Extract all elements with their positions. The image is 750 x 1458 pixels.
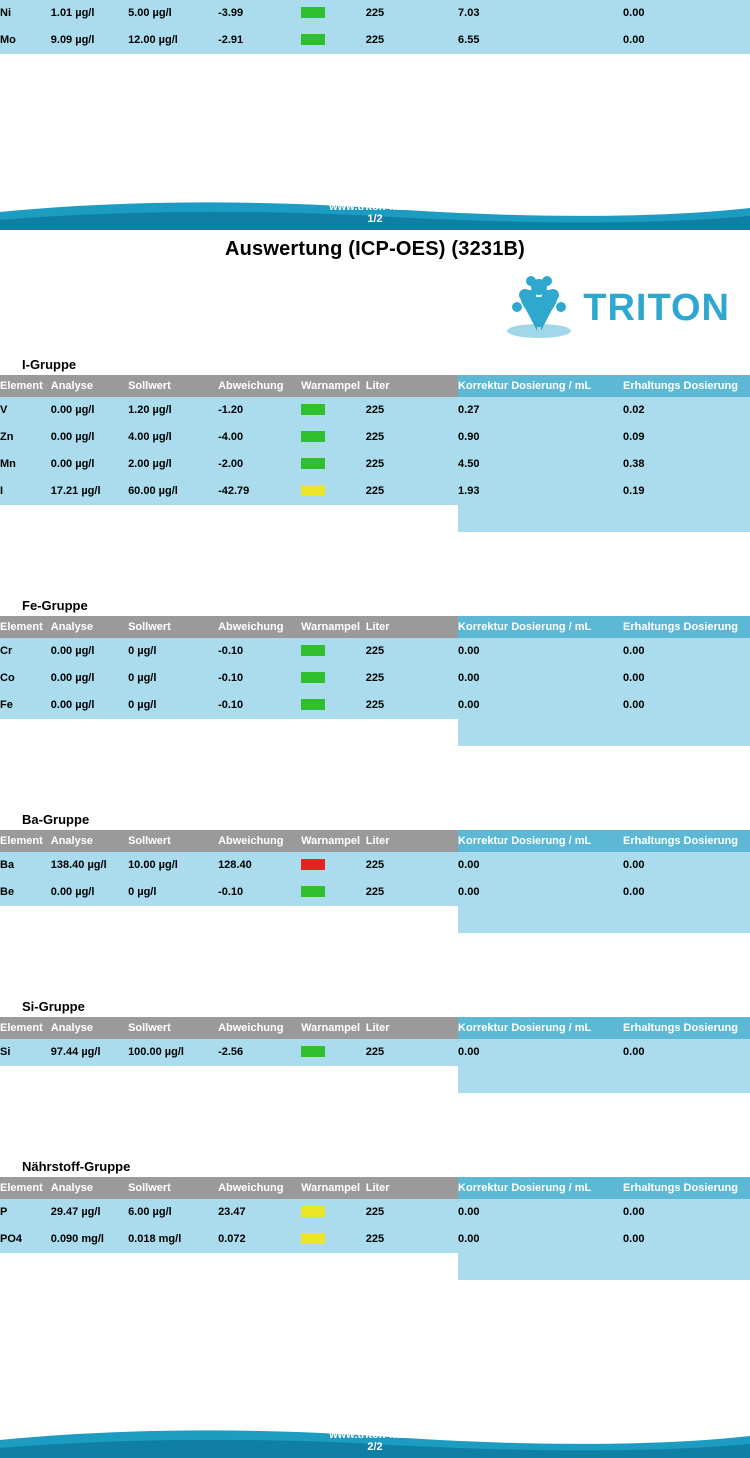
table-row bbox=[0, 1226, 750, 1253]
cell-empty bbox=[0, 1066, 51, 1093]
cell-korrektur: 0.00 bbox=[458, 1039, 623, 1066]
column-header-sollwert: Sollwert bbox=[128, 1017, 218, 1039]
page2-whitespace bbox=[0, 1346, 750, 1426]
column-header-lamp: Warnampel bbox=[301, 616, 366, 638]
cell-empty bbox=[0, 719, 51, 746]
page-1 bbox=[0, 0, 750, 225]
column-header-liter: Liter bbox=[366, 616, 458, 638]
warning-lamp-green-icon bbox=[301, 699, 325, 710]
warnampel-cell bbox=[301, 1199, 366, 1226]
group-title: Nährstoff-Gruppe bbox=[22, 1159, 131, 1174]
cell-abweichung: -42.79 bbox=[218, 478, 301, 505]
table-row bbox=[0, 397, 750, 424]
cell-sollwert: 10.00 µg/l bbox=[128, 852, 218, 879]
column-header-abweichung: Abweichung bbox=[218, 830, 301, 852]
cell-erhaltung: 0.09 bbox=[623, 424, 750, 451]
cell-liter: 225 bbox=[366, 397, 458, 424]
cell-analyse: 138.40 µg/l bbox=[51, 852, 128, 879]
cell-erhaltung: 0.19 bbox=[623, 478, 750, 505]
warning-lamp-green-icon bbox=[301, 645, 325, 656]
group-block bbox=[0, 598, 750, 812]
cell-empty bbox=[366, 1253, 458, 1280]
cell-abweichung: -0.10 bbox=[218, 665, 301, 692]
cell-sollwert: 100.00 µg/l bbox=[128, 1039, 218, 1066]
cell-empty bbox=[0, 505, 51, 532]
cell-element: Mo bbox=[0, 27, 51, 54]
table-row bbox=[0, 879, 750, 906]
cell-sollwert: 0 µg/l bbox=[128, 665, 218, 692]
group-block bbox=[0, 357, 750, 598]
warnampel-cell bbox=[301, 852, 366, 879]
cell-liter: 225 bbox=[366, 451, 458, 478]
cell-abweichung: -4.00 bbox=[218, 424, 301, 451]
warnampel-cell bbox=[301, 1039, 366, 1066]
table-row bbox=[0, 638, 750, 665]
warning-lamp-green-icon bbox=[301, 1046, 325, 1057]
table-row bbox=[0, 27, 750, 54]
column-header-korrektur: Korrektur Dosierung / mL bbox=[458, 1177, 623, 1199]
cell-liter: 225 bbox=[366, 0, 458, 27]
cell-abweichung: -0.10 bbox=[218, 879, 301, 906]
cell-erhaltung: 0.00 bbox=[623, 1039, 750, 1066]
cell-liter: 225 bbox=[366, 1199, 458, 1226]
cell-korrektur: 0.00 bbox=[458, 1199, 623, 1226]
cell-liter: 225 bbox=[366, 692, 458, 719]
group-block bbox=[0, 1159, 750, 1346]
cell-analyse: 17.21 µg/l bbox=[51, 478, 128, 505]
column-header-element: Element bbox=[0, 1017, 51, 1039]
cell-abweichung: 128.40 bbox=[218, 852, 301, 879]
warning-lamp-yellow-icon bbox=[301, 485, 325, 496]
group-spacer bbox=[0, 1280, 750, 1346]
warnampel-cell bbox=[301, 424, 366, 451]
cell-sollwert: 12.00 µg/l bbox=[128, 27, 218, 54]
cell-empty bbox=[128, 1066, 218, 1093]
cell-element: Co bbox=[0, 665, 51, 692]
column-header-lamp: Warnampel bbox=[301, 375, 366, 397]
cell-element: Zn bbox=[0, 424, 51, 451]
cell-sollwert: 6.00 µg/l bbox=[128, 1199, 218, 1226]
cell-analyse: 0.00 µg/l bbox=[51, 424, 128, 451]
column-header-korrektur: Korrektur Dosierung / mL bbox=[458, 830, 623, 852]
cell-empty bbox=[458, 906, 623, 933]
cell-empty bbox=[218, 505, 301, 532]
cell-analyse: 1.01 µg/l bbox=[51, 0, 128, 27]
page-2 bbox=[0, 198, 750, 1453]
warning-lamp-green-icon bbox=[301, 672, 325, 683]
cell-sollwert: 60.00 µg/l bbox=[128, 478, 218, 505]
cell-liter: 225 bbox=[366, 478, 458, 505]
cell-korrektur: 0.00 bbox=[458, 852, 623, 879]
cell-empty bbox=[623, 505, 750, 532]
cell-empty bbox=[301, 1253, 366, 1280]
column-header-erhaltung: Erhaltungs Dosierung bbox=[623, 616, 750, 638]
warnampel-cell bbox=[301, 879, 366, 906]
cell-sollwert: 0 µg/l bbox=[128, 879, 218, 906]
cell-element: V bbox=[0, 397, 51, 424]
results-table bbox=[0, 0, 750, 54]
footer-info-1 bbox=[0, 201, 750, 225]
cell-korrektur: 6.55 bbox=[458, 27, 623, 54]
cell-sollwert: 1.20 µg/l bbox=[128, 397, 218, 424]
cell-erhaltung: 0.00 bbox=[623, 665, 750, 692]
cell-empty bbox=[301, 505, 366, 532]
group-title: Si-Gruppe bbox=[22, 999, 85, 1014]
cell-abweichung: -0.10 bbox=[218, 638, 301, 665]
cell-sollwert: 0.018 mg/l bbox=[128, 1226, 218, 1253]
page-title: Auswertung (ICP-OES) (3231B) bbox=[224, 238, 526, 260]
table-row bbox=[0, 478, 750, 505]
cell-empty bbox=[218, 719, 301, 746]
triton-logo bbox=[501, 275, 730, 341]
table-body bbox=[0, 1177, 750, 1280]
column-header-element: Element bbox=[0, 1177, 51, 1199]
column-header-analyse: Analyse bbox=[51, 830, 128, 852]
table-body bbox=[0, 375, 750, 532]
cell-empty bbox=[0, 906, 51, 933]
cell-analyse: 0.090 mg/l bbox=[51, 1226, 128, 1253]
cell-element: Si bbox=[0, 1039, 51, 1066]
cell-empty bbox=[366, 1066, 458, 1093]
group-list bbox=[0, 357, 750, 1346]
column-header-korrektur: Korrektur Dosierung / mL bbox=[458, 1017, 623, 1039]
cell-analyse: 9.09 µg/l bbox=[51, 27, 128, 54]
table-row-spacer bbox=[0, 1066, 750, 1093]
cell-analyse: 0.00 µg/l bbox=[51, 692, 128, 719]
cell-analyse: 0.00 µg/l bbox=[51, 665, 128, 692]
warning-lamp-green-icon bbox=[301, 886, 325, 897]
cell-empty bbox=[623, 719, 750, 746]
warning-lamp-yellow-icon bbox=[301, 1206, 325, 1217]
warning-lamp-green-icon bbox=[301, 404, 325, 415]
warnampel-cell bbox=[301, 0, 366, 27]
warnampel-cell bbox=[301, 665, 366, 692]
cell-korrektur: 4.50 bbox=[458, 451, 623, 478]
footer-url: www.triton-lab.de bbox=[329, 1429, 421, 1441]
warnampel-cell bbox=[301, 478, 366, 505]
table-body-page1 bbox=[0, 0, 750, 54]
cell-empty bbox=[458, 505, 623, 532]
results-table bbox=[0, 375, 750, 532]
cell-abweichung: -2.56 bbox=[218, 1039, 301, 1066]
cell-korrektur: 0.90 bbox=[458, 424, 623, 451]
logo-row bbox=[0, 261, 750, 357]
cell-empty bbox=[51, 1253, 128, 1280]
table-row bbox=[0, 665, 750, 692]
cell-empty bbox=[128, 906, 218, 933]
column-header-analyse: Analyse bbox=[51, 1017, 128, 1039]
column-header-abweichung: Abweichung bbox=[218, 1017, 301, 1039]
cell-erhaltung: 0.00 bbox=[623, 1226, 750, 1253]
cell-element: PO4 bbox=[0, 1226, 51, 1253]
table-row bbox=[0, 692, 750, 719]
cell-empty bbox=[128, 505, 218, 532]
warning-lamp-green-icon bbox=[301, 431, 325, 442]
table-row-spacer bbox=[0, 505, 750, 532]
warning-lamp-green-icon bbox=[301, 34, 325, 45]
cell-sollwert: 0 µg/l bbox=[128, 638, 218, 665]
cell-korrektur: 0.00 bbox=[458, 665, 623, 692]
cell-empty bbox=[128, 1253, 218, 1280]
cell-korrektur: 7.03 bbox=[458, 0, 623, 27]
cell-liter: 225 bbox=[366, 879, 458, 906]
warning-lamp-yellow-icon bbox=[301, 1233, 325, 1244]
table-row-spacer bbox=[0, 719, 750, 746]
column-header-sollwert: Sollwert bbox=[128, 616, 218, 638]
cell-analyse: 0.00 µg/l bbox=[51, 638, 128, 665]
cell-abweichung: 0.072 bbox=[218, 1226, 301, 1253]
table-header-row bbox=[0, 1017, 750, 1039]
column-header-liter: Liter bbox=[366, 1017, 458, 1039]
results-table bbox=[0, 616, 750, 746]
cell-empty bbox=[218, 906, 301, 933]
cell-element: Ba bbox=[0, 852, 51, 879]
cell-erhaltung: 0.38 bbox=[623, 451, 750, 478]
cell-empty bbox=[51, 505, 128, 532]
group-title: Fe-Gruppe bbox=[22, 598, 88, 613]
cell-erhaltung: 0.00 bbox=[623, 27, 750, 54]
footer-page-number: 1/2 bbox=[367, 213, 383, 225]
table-header-row bbox=[0, 616, 750, 638]
cell-erhaltung: 0.02 bbox=[623, 397, 750, 424]
cell-empty bbox=[51, 1066, 128, 1093]
cell-empty bbox=[458, 1066, 623, 1093]
warnampel-cell bbox=[301, 27, 366, 54]
cell-analyse: 29.47 µg/l bbox=[51, 1199, 128, 1226]
cell-korrektur: 1.93 bbox=[458, 478, 623, 505]
warning-lamp-red-icon bbox=[301, 859, 325, 870]
cell-korrektur: 0.00 bbox=[458, 879, 623, 906]
column-header-lamp: Warnampel bbox=[301, 830, 366, 852]
cell-korrektur: 0.00 bbox=[458, 692, 623, 719]
table-row bbox=[0, 1199, 750, 1226]
cell-liter: 225 bbox=[366, 1039, 458, 1066]
cell-element: Cr bbox=[0, 638, 51, 665]
cell-erhaltung: 0.00 bbox=[623, 879, 750, 906]
cell-empty bbox=[366, 719, 458, 746]
cell-analyse: 0.00 µg/l bbox=[51, 879, 128, 906]
group-block bbox=[0, 999, 750, 1159]
results-table bbox=[0, 1177, 750, 1280]
cell-abweichung: -3.99 bbox=[218, 0, 301, 27]
cell-liter: 225 bbox=[366, 27, 458, 54]
table-row bbox=[0, 852, 750, 879]
cell-liter: 225 bbox=[366, 638, 458, 665]
cell-analyse: 0.00 µg/l bbox=[51, 397, 128, 424]
cell-empty bbox=[301, 906, 366, 933]
column-header-analyse: Analyse bbox=[51, 616, 128, 638]
cell-empty bbox=[301, 1066, 366, 1093]
logo-wordmark: TRITON bbox=[583, 286, 730, 329]
cell-erhaltung: 0.00 bbox=[623, 1199, 750, 1226]
footer-info-2 bbox=[0, 1429, 750, 1453]
cell-empty bbox=[218, 1253, 301, 1280]
cell-liter: 225 bbox=[366, 1226, 458, 1253]
warning-lamp-green-icon bbox=[301, 458, 325, 469]
cell-element: I bbox=[0, 478, 51, 505]
cell-empty bbox=[218, 1066, 301, 1093]
column-header-element: Element bbox=[0, 616, 51, 638]
cell-abweichung: -1.20 bbox=[218, 397, 301, 424]
cell-empty bbox=[458, 719, 623, 746]
column-header-korrektur: Korrektur Dosierung / mL bbox=[458, 616, 623, 638]
column-header-korrektur: Korrektur Dosierung / mL bbox=[458, 375, 623, 397]
cell-sollwert: 0 µg/l bbox=[128, 692, 218, 719]
results-table bbox=[0, 830, 750, 933]
column-header-lamp: Warnampel bbox=[301, 1177, 366, 1199]
column-header-erhaltung: Erhaltungs Dosierung bbox=[623, 1017, 750, 1039]
cell-empty bbox=[623, 1253, 750, 1280]
group-spacer bbox=[0, 1093, 750, 1159]
column-header-liter: Liter bbox=[366, 375, 458, 397]
column-header-sollwert: Sollwert bbox=[128, 375, 218, 397]
cell-empty bbox=[366, 505, 458, 532]
table-row bbox=[0, 424, 750, 451]
footer-url: www.triton-lab.de bbox=[329, 201, 421, 213]
page1-whitespace bbox=[0, 54, 750, 198]
cell-abweichung: -2.00 bbox=[218, 451, 301, 478]
table-row bbox=[0, 1039, 750, 1066]
cell-element: Be bbox=[0, 879, 51, 906]
cell-empty bbox=[623, 1066, 750, 1093]
table-row-spacer bbox=[0, 906, 750, 933]
cell-element: Ni bbox=[0, 0, 51, 27]
page1-tail-table bbox=[0, 0, 750, 54]
column-header-abweichung: Abweichung bbox=[218, 375, 301, 397]
cell-sollwert: 2.00 µg/l bbox=[128, 451, 218, 478]
cell-empty bbox=[458, 1253, 623, 1280]
cell-element: Mn bbox=[0, 451, 51, 478]
cell-empty bbox=[51, 906, 128, 933]
group-spacer bbox=[0, 746, 750, 812]
cell-sollwert: 5.00 µg/l bbox=[128, 0, 218, 27]
cell-liter: 225 bbox=[366, 665, 458, 692]
cell-empty bbox=[128, 719, 218, 746]
column-header-element: Element bbox=[0, 375, 51, 397]
cell-element: P bbox=[0, 1199, 51, 1226]
table-row bbox=[0, 451, 750, 478]
column-header-erhaltung: Erhaltungs Dosierung bbox=[623, 1177, 750, 1199]
table-header-row bbox=[0, 1177, 750, 1199]
table-body bbox=[0, 830, 750, 933]
column-header-liter: Liter bbox=[366, 830, 458, 852]
warnampel-cell bbox=[301, 451, 366, 478]
cell-sollwert: 4.00 µg/l bbox=[128, 424, 218, 451]
group-title: Ba-Gruppe bbox=[22, 812, 90, 827]
column-header-sollwert: Sollwert bbox=[128, 830, 218, 852]
cell-empty bbox=[0, 1253, 51, 1280]
cell-korrektur: 0.27 bbox=[458, 397, 623, 424]
cell-korrektur: 0.00 bbox=[458, 1226, 623, 1253]
cell-abweichung: 23.47 bbox=[218, 1199, 301, 1226]
column-header-analyse: Analyse bbox=[51, 1177, 128, 1199]
column-header-abweichung: Abweichung bbox=[218, 616, 301, 638]
column-header-sollwert: Sollwert bbox=[128, 1177, 218, 1199]
cell-element: Fe bbox=[0, 692, 51, 719]
cell-empty bbox=[623, 906, 750, 933]
cell-analyse: 0.00 µg/l bbox=[51, 451, 128, 478]
warnampel-cell bbox=[301, 1226, 366, 1253]
group-spacer bbox=[0, 933, 750, 999]
warnampel-cell bbox=[301, 638, 366, 665]
column-header-element: Element bbox=[0, 830, 51, 852]
table-row-spacer bbox=[0, 1253, 750, 1280]
cell-empty bbox=[51, 719, 128, 746]
warning-lamp-green-icon bbox=[301, 7, 325, 18]
cell-erhaltung: 0.00 bbox=[623, 0, 750, 27]
table-header-row bbox=[0, 830, 750, 852]
cell-analyse: 97.44 µg/l bbox=[51, 1039, 128, 1066]
coral-icon bbox=[501, 275, 577, 341]
column-header-liter: Liter bbox=[366, 1177, 458, 1199]
group-block bbox=[0, 812, 750, 999]
cell-abweichung: -0.10 bbox=[218, 692, 301, 719]
column-header-analyse: Analyse bbox=[51, 375, 128, 397]
column-header-abweichung: Abweichung bbox=[218, 1177, 301, 1199]
cell-empty bbox=[366, 906, 458, 933]
cell-korrektur: 0.00 bbox=[458, 638, 623, 665]
table-body bbox=[0, 616, 750, 746]
table-row bbox=[0, 0, 750, 27]
group-spacer bbox=[0, 532, 750, 598]
column-header-erhaltung: Erhaltungs Dosierung bbox=[623, 830, 750, 852]
warnampel-cell bbox=[301, 692, 366, 719]
column-header-lamp: Warnampel bbox=[301, 1017, 366, 1039]
table-header-row bbox=[0, 375, 750, 397]
column-header-erhaltung: Erhaltungs Dosierung bbox=[623, 375, 750, 397]
table-body bbox=[0, 1017, 750, 1093]
footer-page-number: 2/2 bbox=[367, 1441, 383, 1453]
cell-liter: 225 bbox=[366, 852, 458, 879]
results-table bbox=[0, 1017, 750, 1093]
cell-empty bbox=[301, 719, 366, 746]
warnampel-cell bbox=[301, 397, 366, 424]
cell-abweichung: -2.91 bbox=[218, 27, 301, 54]
cell-erhaltung: 0.00 bbox=[623, 638, 750, 665]
group-title: I-Gruppe bbox=[22, 357, 77, 372]
cell-erhaltung: 0.00 bbox=[623, 852, 750, 879]
cell-erhaltung: 0.00 bbox=[623, 692, 750, 719]
cell-liter: 225 bbox=[366, 424, 458, 451]
footer-wave-2 bbox=[0, 1426, 750, 1458]
